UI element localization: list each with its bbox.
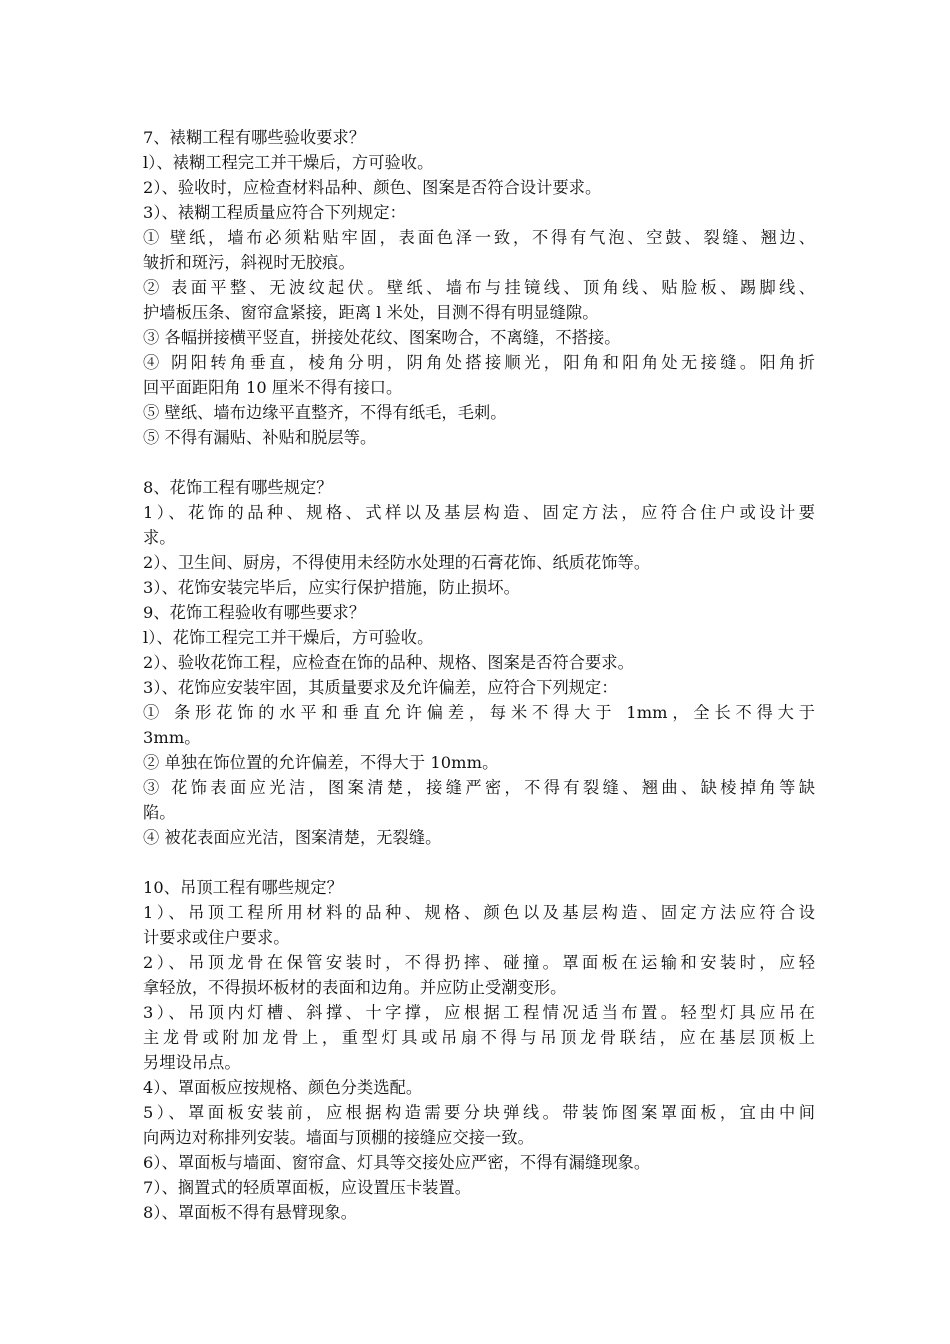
text-line: l）、花饰工程完工并干燥后，方可验收。 xyxy=(143,628,434,647)
text-line: 3）、花饰应安装牢固，其质量要求及允许偏差，应符合下列规定： xyxy=(143,678,618,697)
text-line: 陷。 xyxy=(143,803,176,822)
text-line: 计要求或住户要求。 xyxy=(143,928,290,947)
blank-line xyxy=(143,450,815,475)
text-line: 向两边对称排列安装。墙面与顶棚的接缝应交接一致。 xyxy=(143,1128,534,1147)
text-line: ③ 花饰表面应光洁，图案清楚，接缝严密，不得有裂缝、翘曲、缺棱掉角等缺 xyxy=(143,778,815,797)
text-line: 3mm。 xyxy=(143,728,201,747)
text-line: 8）、罩面板不得有悬臂现象。 xyxy=(143,1203,358,1222)
text-line: 7）、搁置式的轻质罩面板，应设置压卡装置。 xyxy=(143,1178,472,1197)
text-line: 3）、花饰安装完毕后，应实行保护措施，防止损坏。 xyxy=(143,578,520,597)
text-line: ④ 阴阳转角垂直，棱角分明，阴角处搭接顺光，阳角和阳角处无接缝。阳角折 xyxy=(143,353,815,372)
text-line: 3）、裱糊工程质量应符合下列规定： xyxy=(143,203,406,222)
document-body xyxy=(143,125,815,1225)
text-line: 4）、罩面板应按规格、颜色分类选配。 xyxy=(143,1078,423,1097)
blank-line xyxy=(143,850,815,875)
text-line: ③ 各幅拼接横平竖直，拼接处花纹、图案吻合，不离缝，不搭接。 xyxy=(143,328,621,347)
text-line: 另埋设吊点。 xyxy=(143,1053,241,1072)
text-line: 主龙骨或附加龙骨上，重型灯具或吊扇不得与吊顶龙骨联结，应在基层顶板上 xyxy=(143,1028,815,1047)
text-line: 皱折和斑污，斜视时无胶痕。 xyxy=(143,253,355,272)
text-line: ④ 被花表面应光洁，图案清楚，无裂缝。 xyxy=(143,828,442,847)
section-9-heading: 9、花饰工程验收有哪些要求？ xyxy=(143,603,366,622)
text-line: 1）、花饰的品种、规格、式样以及基层构造、固定方法，应符合住户或设计要 xyxy=(143,503,815,522)
text-line: 5）、罩面板安装前，应根据构造需要分块弹线。带装饰图案罩面板，宜由中间 xyxy=(143,1103,815,1122)
text-line: ② 单独在饰位置的允许偏差，不得大于 10mm。 xyxy=(143,753,499,772)
section-8-heading: 8、花饰工程有哪些规定？ xyxy=(143,478,333,497)
text-line: 3）、吊顶内灯槽、斜撑、十字撑，应根据工程情况适当布置。轻型灯具应吊在 xyxy=(143,1003,815,1022)
section-10-heading: 10、吊顶工程有哪些规定？ xyxy=(143,878,343,897)
section-7-heading: 7、裱糊工程有哪些验收要求？ xyxy=(143,128,366,147)
text-line: l）、裱糊工程完工并干燥后，方可验收。 xyxy=(143,153,434,172)
text-line: ① 壁纸，墙布必须粘贴牢固，表面色泽一致，不得有气泡、空鼓、裂缝、翘边、 xyxy=(143,228,815,247)
text-line: 1）、吊顶工程所用材料的品种、规格、颜色以及基层构造、固定方法应符合设 xyxy=(143,903,815,922)
text-line: 2）、卫生间、厨房，不得使用未经防水处理的石膏花饰、纸质花饰等。 xyxy=(143,553,651,572)
text-line: ⑤ 壁纸、墙布边缘平直整齐，不得有纸毛，毛刺。 xyxy=(143,403,507,422)
text-line: 2）、验收时，应检查材料品种、颜色、图案是否符合设计要求。 xyxy=(143,178,602,197)
text-line: 护墙板压条、窗帘盒紧接，距离 l 米处，目测不得有明显缝隙。 xyxy=(143,303,599,322)
text-line: ⑤ 不得有漏贴、补贴和脱层等。 xyxy=(143,428,377,447)
text-line: 回平面距阳角 10 厘米不得有接口。 xyxy=(143,378,403,397)
text-line: 6）、罩面板与墙面、窗帘盒、灯具等交接处应严密，不得有漏缝现象。 xyxy=(143,1153,651,1172)
text-line: 2）、吊顶龙骨在保管安装时，不得扔摔、碰撞。罩面板在运输和安装时，应轻 xyxy=(143,953,815,972)
text-line: ② 表面平整、无波纹起伏。壁纸、墙布与挂镜线、顶角线、贴脸板、踢脚线、 xyxy=(143,278,815,297)
text-line: 求。 xyxy=(143,528,176,547)
text-line: 拿轻放，不得损坏板材的表面和边角。并应防止受潮变形。 xyxy=(143,978,567,997)
text-line: 2）、验收花饰工程，应检查在饰的品种、规格、图案是否符合要求。 xyxy=(143,653,634,672)
text-line: ① 条形花饰的水平和垂直允许偏差，每米不得大于 1mm，全长不得大于 xyxy=(143,703,815,722)
